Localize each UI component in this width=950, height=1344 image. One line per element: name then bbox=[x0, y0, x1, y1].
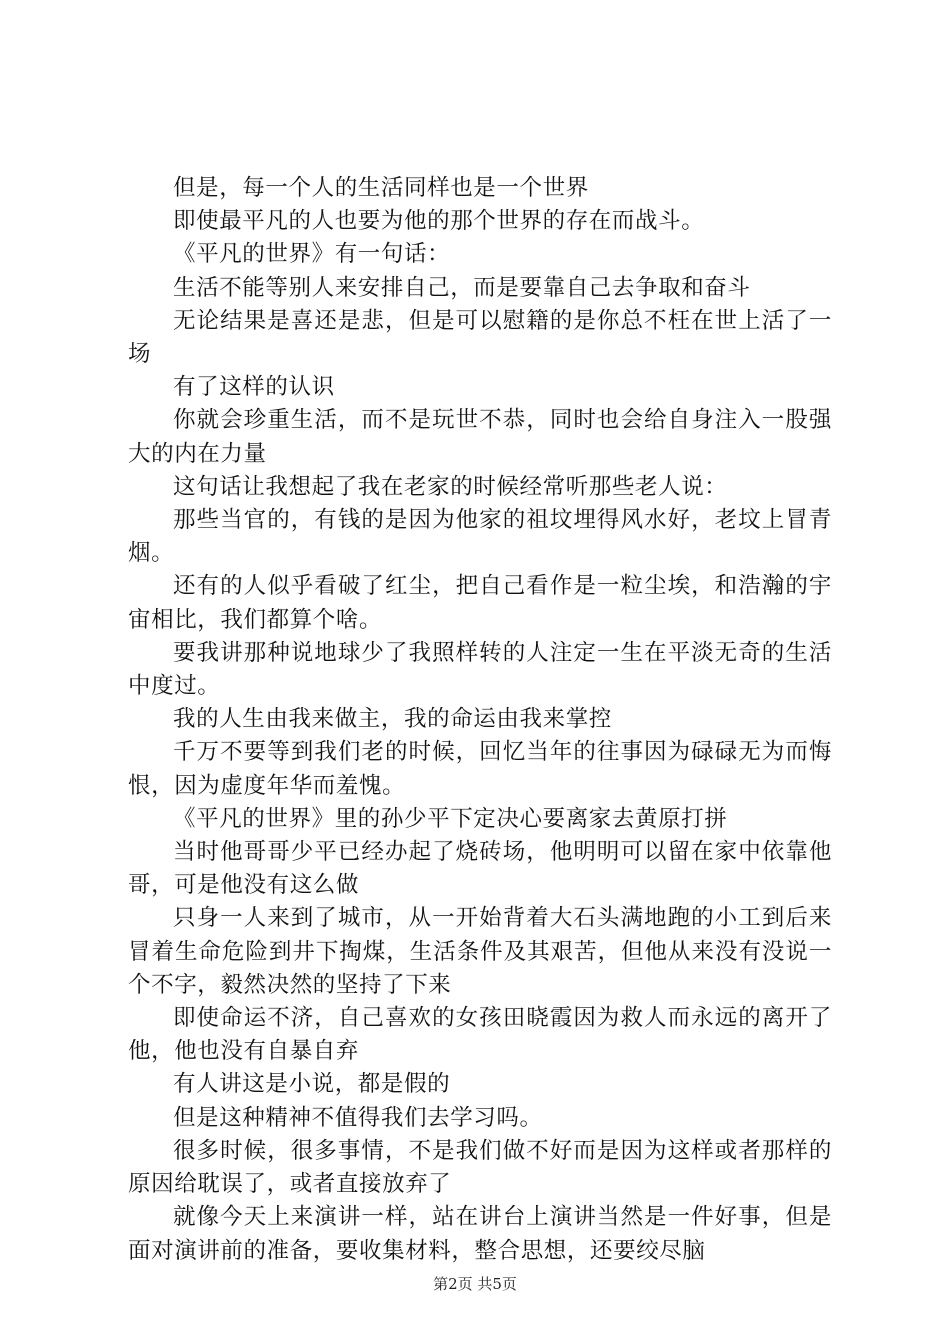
paragraph: 还有的人似乎看破了红尘，把自己看作是一粒尘埃，和浩瀚的宇宙相比，我们都算个啥。 bbox=[128, 573, 832, 633]
paragraph: 即使最平凡的人也要为他的那个世界的存在而战斗。 bbox=[173, 208, 705, 235]
paragraph: 《平凡的世界》有一句话： bbox=[173, 241, 451, 268]
paragraph: 即使命运不济，自己喜欢的女孩田晓霞因为救人而永远的离开了他，他也没有自暴自弃 bbox=[128, 1005, 832, 1065]
paragraph: 要我讲那种说地球少了我照样转的人注定一生在平淡无奇的生活中度过。 bbox=[128, 639, 832, 700]
paragraph: 就像今天上来演讲一样，站在讲台上演讲当然是一件好事，但是面对演讲前的准备，要收集材料，整合思想，还要绞尽脑 bbox=[128, 1204, 832, 1264]
paragraph: 但是，每一个人的生活同样也是一个世界 bbox=[173, 175, 589, 201]
paragraph: 有人讲这是小说，都是假的 bbox=[173, 1071, 451, 1098]
paragraph: 无论结果是喜还是悲，但是可以慰籍的是你总不枉在世上活了一场 bbox=[128, 307, 832, 368]
paragraph: 只身一人来到了城市，从一开始背着大石头满地跑的小工到后来冒着生命危险到井下掏煤，生活条件及其艰苦，但他从来没有没说一个不字，毅然决然的坚持了下来 bbox=[128, 905, 832, 998]
paragraph: 你就会珍重生活，而不是玩世不恭，同时也会给自身注入一股强大的内在力量 bbox=[128, 407, 832, 467]
paragraph: 那些当官的，有钱的是因为他家的祖坟埋得风水好，老坟上冒青烟。 bbox=[128, 507, 832, 567]
paragraph: 很多时候，很多事情，不是我们做不好而是因为这样或者那样的原因给耽误了，或者直接放弃了 bbox=[128, 1137, 832, 1198]
page-footer bbox=[0, 1273, 950, 1294]
paragraph: 当时他哥哥少平已经办起了烧砖场，他明明可以留在家中依靠他哥，可是他没有这么做 bbox=[128, 839, 832, 899]
paragraph: 我的人生由我来做主，我的命运由我来掌控 bbox=[173, 706, 612, 733]
paragraph: 有了这样的认识 bbox=[173, 374, 335, 401]
paragraph: 《平凡的世界》里的孙少平下定决心要离家去黄原打拼 bbox=[173, 805, 728, 832]
paragraph: 千万不要等到我们老的时候，回忆当年的往事因为碌碌无为而悔恨，因为虚度年华而羞愧。 bbox=[128, 739, 832, 799]
paragraph: 生活不能等别人来安排自己，而是要靠自己去争取和奋斗 bbox=[173, 274, 751, 301]
paragraph: 这句话让我想起了我在老家的时候经常听那些老人说： bbox=[173, 473, 728, 500]
document-body bbox=[128, 172, 832, 1268]
page-number: 第2页 共5页 bbox=[433, 1275, 517, 1293]
paragraph: 但是这种精神不值得我们去学习吗。 bbox=[173, 1104, 543, 1131]
